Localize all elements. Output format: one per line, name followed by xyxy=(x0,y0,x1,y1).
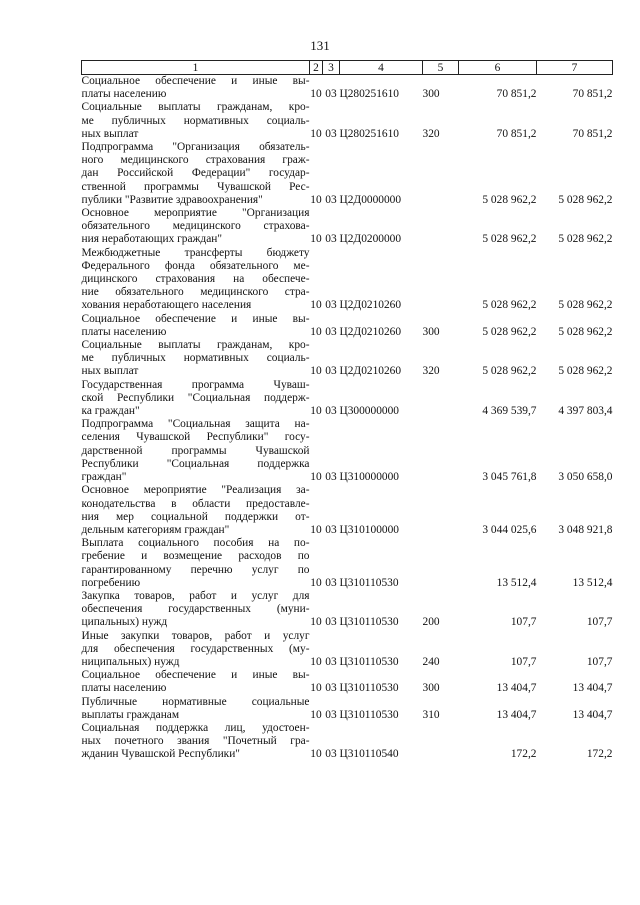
description-line: платы населению xyxy=(81,682,167,695)
amount-year-2: 13 404,7 xyxy=(572,682,613,695)
subsection-code: 03 xyxy=(325,193,337,206)
expense-type-code xyxy=(423,484,459,537)
subsection-code: 03 xyxy=(325,325,337,338)
amount-year-2: 5 028 962,2 xyxy=(558,365,613,378)
subsection-code: 03 xyxy=(325,523,337,536)
column-header: 1 xyxy=(82,61,310,75)
subsection-code: 03 xyxy=(325,616,337,629)
expense-type-code: 310 xyxy=(422,708,440,721)
section-code: 10 xyxy=(310,682,322,695)
target-article-code: Ц310110530 xyxy=(339,576,399,589)
target-article-code: Ц310110530 xyxy=(339,682,399,695)
description-line: Республики "Социальная поддержка xyxy=(81,457,310,470)
amount-year-1: 5 028 962,2 xyxy=(482,299,537,312)
description-line: Социальная поддержка лиц, удостоен- xyxy=(81,721,310,734)
description-line: ния мер социальной поддержки от- xyxy=(81,510,310,523)
expense-type-code: 200 xyxy=(422,616,440,629)
row-description xyxy=(82,484,310,537)
row-description xyxy=(82,247,310,313)
target-article-code: Ц310110530 xyxy=(339,708,399,721)
subsection-code: 03 xyxy=(325,299,337,312)
amount-year-1: 13 404,7 xyxy=(496,708,537,721)
row-description xyxy=(82,379,310,419)
expense-type-code xyxy=(423,141,459,207)
amount-year-2: 107,7 xyxy=(586,655,613,668)
amount-year-2: 172,2 xyxy=(586,748,613,761)
table-row xyxy=(82,207,613,247)
description-line: Межбюджетные трансферты бюджету xyxy=(81,246,310,259)
amount-year-2: 3 050 658,0 xyxy=(558,471,613,484)
row-description xyxy=(82,630,310,670)
amount-year-1: 13 404,7 xyxy=(496,682,537,695)
expense-type-code: 300 xyxy=(422,682,440,695)
amount-year-1: 70 851,2 xyxy=(496,88,537,101)
amount-year-2: 5 028 962,2 xyxy=(558,193,613,206)
expense-type-code xyxy=(423,379,459,419)
table-row xyxy=(82,247,613,313)
description-line: ской Республики "Социальная поддерж- xyxy=(81,391,310,404)
subsection-code: 03 xyxy=(325,682,337,695)
table-row xyxy=(82,630,613,670)
section-code: 10 xyxy=(310,616,322,629)
expense-type-code: 300 xyxy=(422,88,440,101)
description-line: гребение и возмещение расходов по xyxy=(81,550,310,563)
subsection-code: 03 xyxy=(325,655,337,668)
description-line: платы населению xyxy=(81,88,167,101)
description-line: дицинского страхования на обеспече- xyxy=(81,273,310,286)
description-line: Социальное обеспечение и иные вы- xyxy=(81,75,310,87)
amount-year-1: 3 045 761,8 xyxy=(482,471,537,484)
amount-year-1: 3 044 025,6 xyxy=(482,523,537,536)
subsection-code: 03 xyxy=(325,405,337,418)
description-line: Публичные нормативные социальные xyxy=(81,695,310,708)
section-code: 10 xyxy=(310,193,322,206)
amount-year-1: 107,7 xyxy=(510,616,537,629)
table-row xyxy=(82,101,613,141)
expense-type-code xyxy=(423,418,459,484)
section-code: 10 xyxy=(310,127,322,140)
expense-type-code xyxy=(423,537,459,590)
description-line: хования неработающего населения xyxy=(81,299,252,312)
description-line: Государственная программа Чуваш- xyxy=(81,378,310,391)
subsection-code: 03 xyxy=(325,127,337,140)
section-code: 10 xyxy=(310,708,322,721)
expense-type-code: 320 xyxy=(422,127,440,140)
amount-year-2: 5 028 962,2 xyxy=(558,299,613,312)
expense-type-code: 320 xyxy=(422,365,440,378)
description-line: обязательного медицинского страхова- xyxy=(81,220,310,233)
target-article-code: Ц310100000 xyxy=(339,523,399,536)
table-row xyxy=(82,379,613,419)
row-description xyxy=(82,207,310,247)
row-description xyxy=(82,696,310,722)
header-row xyxy=(82,61,613,75)
description-line: ственной программы Чувашской Рес- xyxy=(81,180,310,193)
subsection-code: 03 xyxy=(325,88,337,101)
target-article-code: Ц300000000 xyxy=(339,405,399,418)
table-row xyxy=(82,75,613,102)
description-line: дарственной программы Чувашской xyxy=(81,444,310,457)
description-line: ка граждан" xyxy=(81,405,140,418)
amount-year-1: 5 028 962,2 xyxy=(482,365,537,378)
description-line: Социальное обеспечение и иные вы- xyxy=(81,312,310,325)
section-code: 10 xyxy=(310,471,322,484)
section-code: 10 xyxy=(310,299,322,312)
section-code: 10 xyxy=(310,655,322,668)
amount-year-1: 5 028 962,2 xyxy=(482,193,537,206)
amount-year-1: 5 028 962,2 xyxy=(482,325,537,338)
table-row xyxy=(82,484,613,537)
amount-year-1: 5 028 962,2 xyxy=(482,233,537,246)
row-description xyxy=(82,339,310,379)
amount-year-2: 70 851,2 xyxy=(572,88,613,101)
description-line: ных выплат xyxy=(81,127,139,140)
table-row xyxy=(82,669,613,695)
row-description xyxy=(82,418,310,484)
table-row xyxy=(82,141,613,207)
amount-year-2: 4 397 803,4 xyxy=(558,405,613,418)
amount-year-2: 13 404,7 xyxy=(572,708,613,721)
row-description xyxy=(82,313,310,339)
amount-year-1: 172,2 xyxy=(510,748,537,761)
table-row xyxy=(82,418,613,484)
description-line: конодательства в области предоставле- xyxy=(81,497,310,510)
column-header: 4 xyxy=(340,61,423,75)
amount-year-1: 4 369 539,7 xyxy=(482,405,537,418)
description-line: Закупка товаров, работ и услуг для xyxy=(81,589,310,602)
section-code: 10 xyxy=(310,576,322,589)
target-article-code: Ц310110540 xyxy=(339,748,399,761)
expense-type-code xyxy=(423,207,459,247)
description-line: погребению xyxy=(81,576,141,589)
row-description xyxy=(82,75,310,102)
expense-type-code xyxy=(423,247,459,313)
description-line: Социальные выплаты гражданам, кро- xyxy=(81,101,310,114)
amount-year-1: 107,7 xyxy=(510,655,537,668)
description-line: Социальное обеспечение и иные вы- xyxy=(81,669,310,682)
description-line: жданин Чувашской Республики" xyxy=(81,748,240,761)
section-code: 10 xyxy=(310,748,322,761)
subsection-code: 03 xyxy=(325,233,337,246)
description-line: дельным категориям граждан" xyxy=(81,523,230,536)
description-line: Иные закупки товаров, работ и услуг xyxy=(81,629,310,642)
description-line: платы населению xyxy=(81,325,167,338)
target-article-code: Ц2Д0210260 xyxy=(339,299,402,312)
table-row xyxy=(82,313,613,339)
target-article-code: Ц2Д0000000 xyxy=(339,193,402,206)
description-line: гарантированному перечню услуг по xyxy=(81,563,310,576)
description-line: ния неработающих граждан" xyxy=(81,233,223,246)
description-line: Подпрограмма "Организация обязатель- xyxy=(81,141,310,154)
expense-type-code: 240 xyxy=(422,655,440,668)
description-line: Подпрограмма "Социальная защита на- xyxy=(81,418,310,431)
subsection-code: 03 xyxy=(325,576,337,589)
table-row xyxy=(82,722,613,762)
description-line: граждан" xyxy=(81,471,127,484)
description-line: ного медицинского страхования граж- xyxy=(81,154,310,167)
table-row xyxy=(82,537,613,590)
target-article-code: Ц2Д0200000 xyxy=(339,233,402,246)
row-description xyxy=(82,669,310,695)
description-line: ние обязательного медицинского стра- xyxy=(81,286,310,299)
table-row xyxy=(82,590,613,630)
description-line: селения Чувашской Республики" госу- xyxy=(81,431,310,444)
column-header: 7 xyxy=(537,61,613,75)
target-article-code: Ц310110530 xyxy=(339,655,399,668)
row-description xyxy=(82,590,310,630)
description-line: дан Российской Федерации" государ- xyxy=(81,167,310,180)
row-description xyxy=(82,722,310,762)
column-header: 2 xyxy=(310,61,323,75)
description-line: Социальные выплаты гражданам, кро- xyxy=(81,339,310,352)
amount-year-2: 70 851,2 xyxy=(572,127,613,140)
budget-table xyxy=(81,60,613,762)
amount-year-1: 13 512,4 xyxy=(496,576,537,589)
amount-year-2: 3 048 921,8 xyxy=(558,523,613,536)
description-line: обеспечения государственных (муни- xyxy=(81,603,310,616)
description-line: Основное мероприятие "Организация xyxy=(81,207,310,220)
target-article-code: Ц280251610 xyxy=(339,88,399,101)
description-line: ме публичных нормативных социаль- xyxy=(81,352,310,365)
section-code: 10 xyxy=(310,88,322,101)
section-code: 10 xyxy=(310,365,322,378)
amount-year-2: 107,7 xyxy=(586,616,613,629)
expense-type-code: 300 xyxy=(422,325,440,338)
description-line: выплаты гражданам xyxy=(81,708,180,721)
description-line: Выплата социального пособия на по- xyxy=(81,537,310,550)
target-article-code: Ц2Д0210260 xyxy=(339,325,402,338)
target-article-code: Ц310000000 xyxy=(339,471,399,484)
page-number: 131 xyxy=(310,38,330,53)
section-code: 10 xyxy=(310,405,322,418)
description-line: публики "Развитие здравоохранения" xyxy=(81,193,263,206)
amount-year-2: 13 512,4 xyxy=(572,576,613,589)
column-header: 3 xyxy=(323,61,340,75)
description-line: Основное мероприятие "Реализация за- xyxy=(81,484,310,497)
subsection-code: 03 xyxy=(325,708,337,721)
target-article-code: Ц2Д0210260 xyxy=(339,365,402,378)
description-line: для обеспечения государственных (му- xyxy=(81,642,310,655)
table-body xyxy=(82,75,613,762)
amount-year-2: 5 028 962,2 xyxy=(558,325,613,338)
amount-year-2: 5 028 962,2 xyxy=(558,233,613,246)
row-description xyxy=(82,141,310,207)
description-line: ных выплат xyxy=(81,365,139,378)
amount-year-1: 70 851,2 xyxy=(496,127,537,140)
subsection-code: 03 xyxy=(325,471,337,484)
subsection-code: 03 xyxy=(325,365,337,378)
section-code: 10 xyxy=(310,523,322,536)
expense-type-code xyxy=(423,722,459,762)
description-line: Федерального фонда обязательного ме- xyxy=(81,259,310,272)
column-header: 5 xyxy=(423,61,459,75)
description-line: ных почетного звания "Почетный гра- xyxy=(81,735,310,748)
section-code: 10 xyxy=(310,325,322,338)
subsection-code: 03 xyxy=(325,748,337,761)
row-description xyxy=(82,537,310,590)
description-line: ниципальных) нужд xyxy=(81,655,180,668)
table-row xyxy=(82,339,613,379)
target-article-code: Ц280251610 xyxy=(339,127,399,140)
description-line: ципальных) нужд xyxy=(81,616,168,629)
row-description xyxy=(82,101,310,141)
description-line: ме публичных нормативных социаль- xyxy=(81,114,310,127)
section-code: 10 xyxy=(310,233,322,246)
column-header: 6 xyxy=(459,61,537,75)
table-row xyxy=(82,696,613,722)
target-article-code: Ц310110530 xyxy=(339,616,399,629)
